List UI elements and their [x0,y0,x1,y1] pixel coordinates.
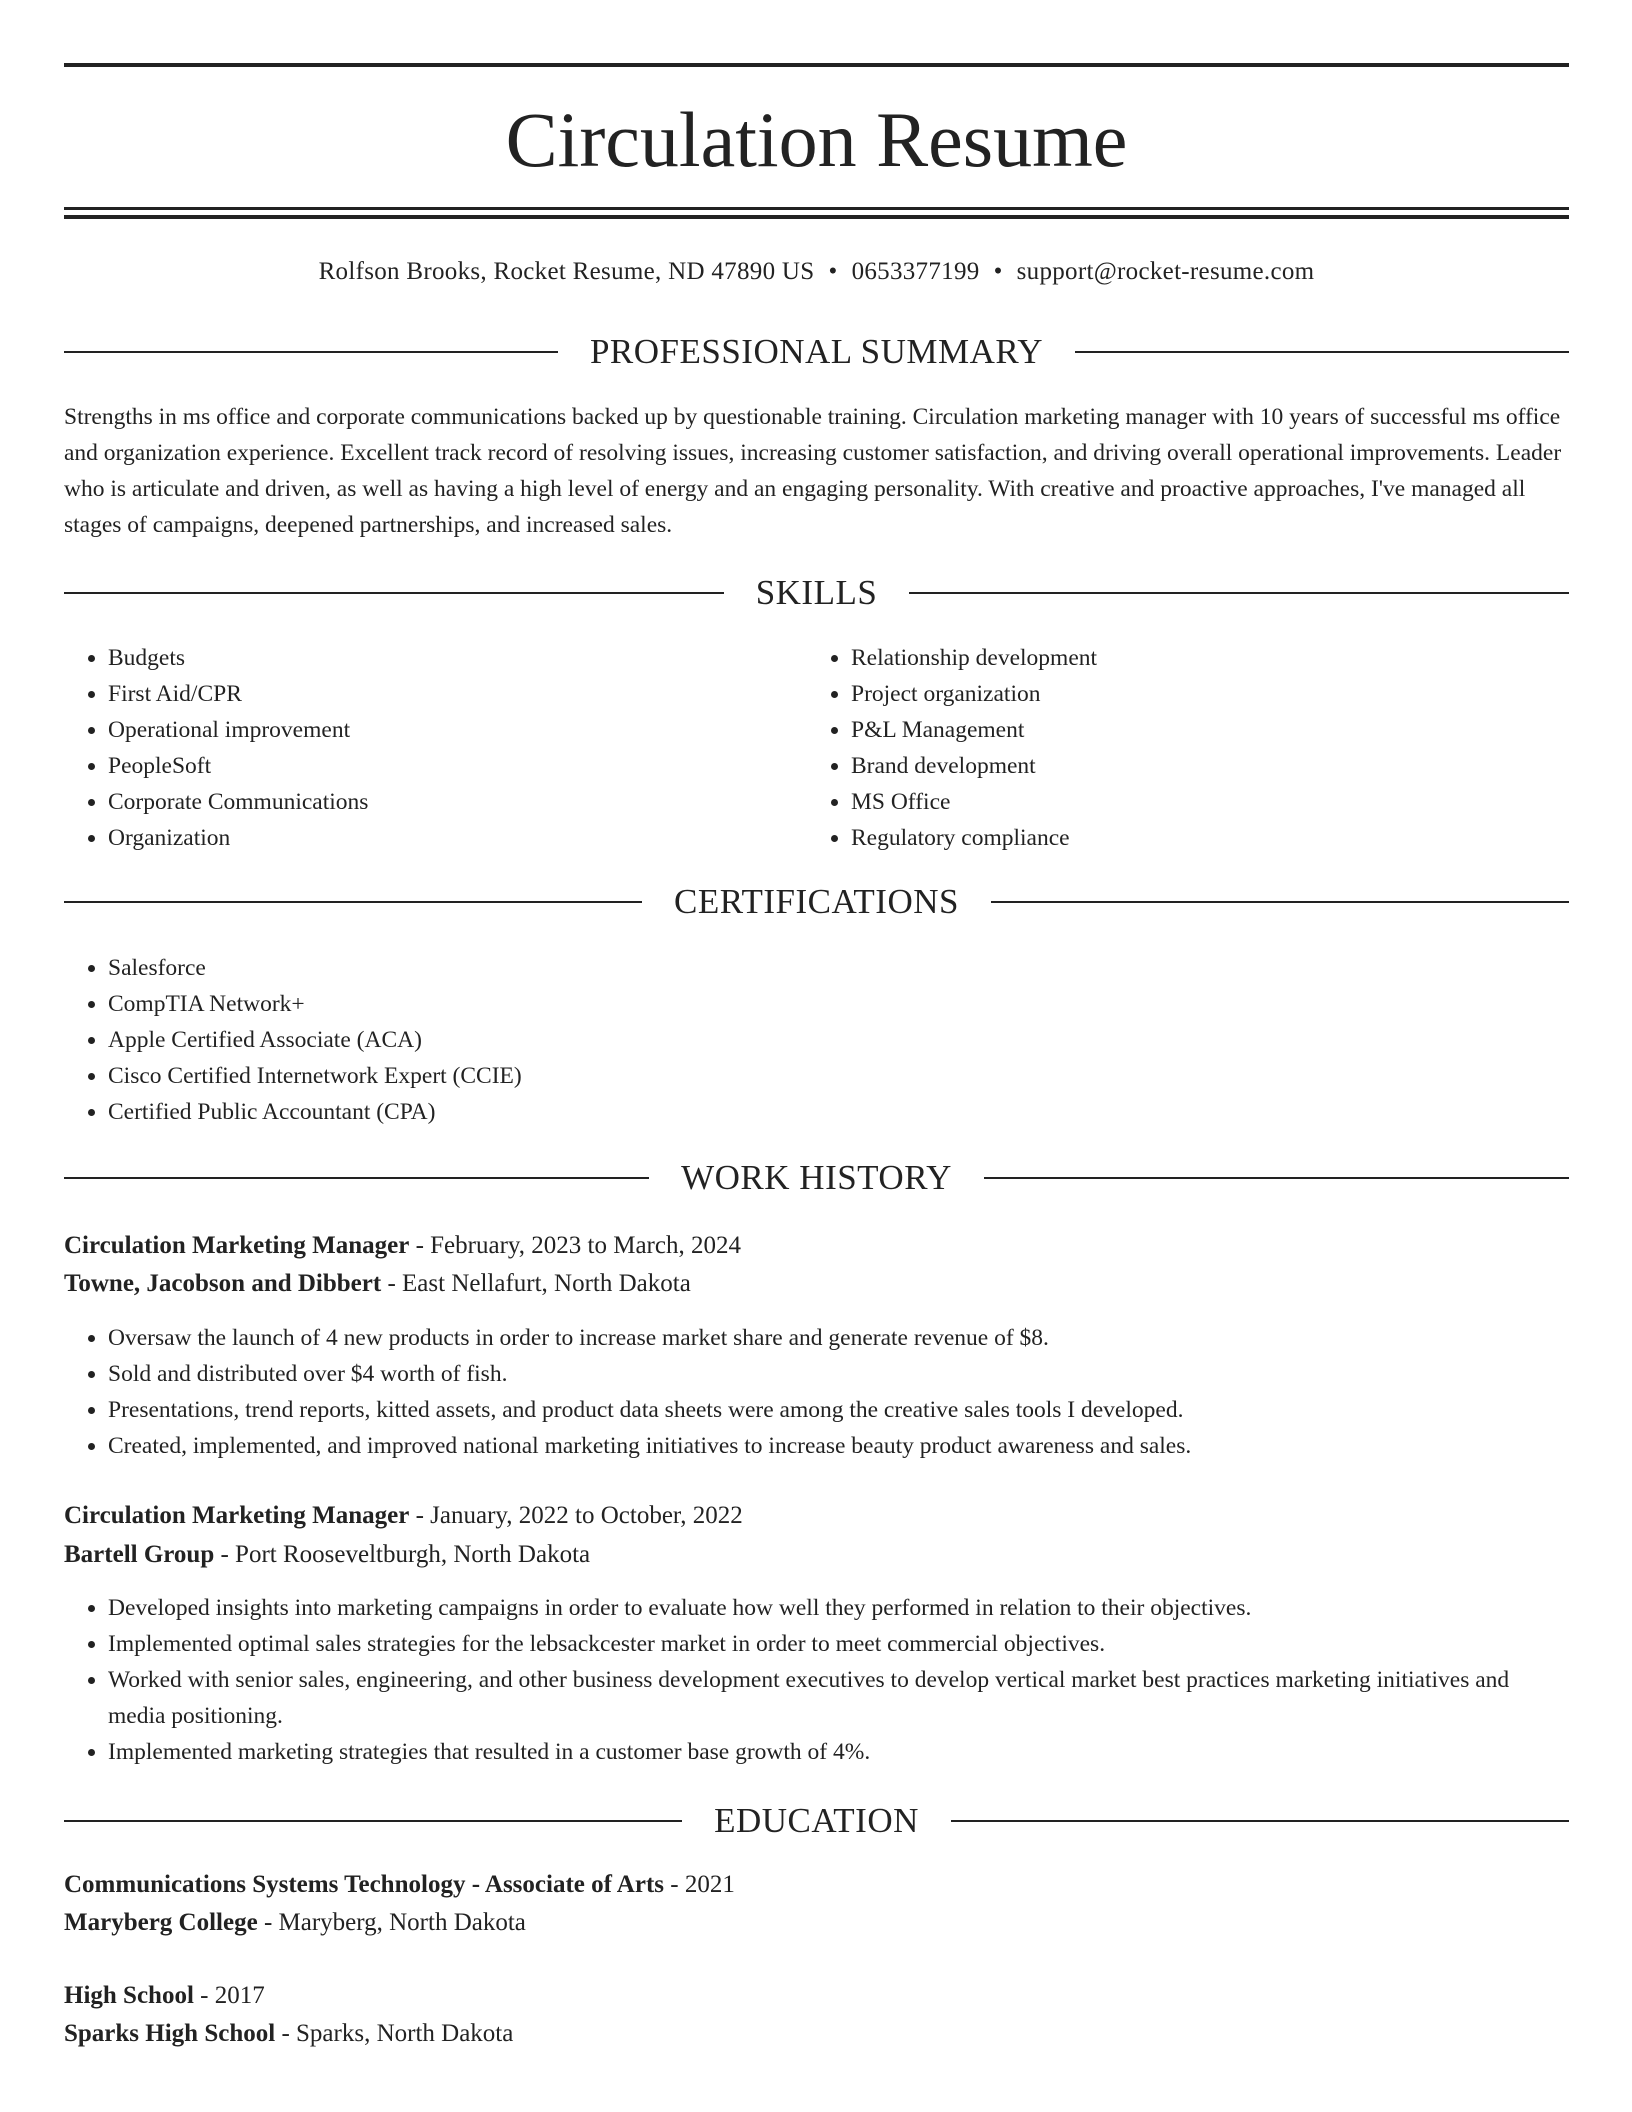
job-bullet: • Implemented marketing strategies that resulted in a customer base growth of 4%. [108,1734,1569,1770]
job-bullet: • Created, implemented, and improved national marketing initiatives to increase beauty product awareness and sales. [108,1428,1569,1464]
job-bullets-list [64,1590,1569,1770]
job-bullets-block [64,1590,1569,1770]
summary-text: Strengths in ms office and corporate communications backed up by questionable training. Circulation marketing manager with 10 years of successful ms office and organization experience. Excellent track record of resolving issues, increasing customer satisfaction, and driving overall operational improvements. Leader who is articulate and driven, as well as having a high level of energy and an engaging personality. With creative and proactive approaches, I've managed all stages of campaigns, deepened partnerships, and increased sales. [64,404,1562,538]
contact-line [64,254,1569,290]
skills-column-right [807,640,1507,856]
section-heading-work-history [64,1156,1569,1200]
skill-item: • Regulatory compliance [851,820,1507,856]
heading-rule-left [64,901,642,903]
job-title-line [64,1227,1569,1265]
job-company-line [64,1265,1569,1303]
job-bullet: • Developed insights into marketing campaigns in order to evaluate how well they performed in relation to their objectives. [108,1590,1569,1626]
heading-rule-left [64,351,558,353]
job-dates: - January, 2022 to October, 2022 [409,1502,743,1529]
certifications-list [64,950,1569,1130]
skill-item: • Project organization [851,676,1507,712]
heading-rule-right [991,901,1569,903]
job-bullet: • Worked with senior sales, engineering, and other business development executives to develop vertical market best practices marketing initiatives and media positioning. [108,1662,1569,1734]
heading-rule-right [951,1820,1569,1822]
education-year: - 2021 [664,1871,735,1898]
top-rule [64,63,1569,67]
skill-item: • Brand development [851,748,1507,784]
job-company: Bartell Group [64,1541,215,1568]
section-heading-certifications [64,880,1569,924]
education-degree-line [64,1866,1569,1904]
education-location: - Maryberg, North Dakota [257,1909,526,1936]
education-year: - 2017 [193,1982,265,2009]
certification-item: • Certified Public Accountant (CPA) [108,1094,1569,1130]
skill-item: • Corporate Communications [108,784,764,820]
section-heading-label: CERTIFICATIONS [674,882,959,921]
skills-list-right [807,640,1507,856]
job-title: Circulation Marketing Manager [64,1232,410,1259]
skills-column-left [64,640,764,856]
certification-item: • Cisco Certified Internetwork Expert (CCIE) [108,1058,1569,1094]
skill-item: • MS Office [851,784,1507,820]
education-school: Sparks High School [64,2020,276,2047]
education-school-line [64,1904,1569,1942]
education-location: - Sparks, North Dakota [275,2020,514,2047]
job-company-line [64,1536,1569,1574]
section-heading-label: SKILLS [755,573,878,612]
skill-item: • Organization [108,820,764,856]
job-bullet: • Presentations, trend reports, kitted assets, and product data sheets were among the creative sales tools I developed. [108,1392,1569,1428]
skill-item: • Budgets [108,640,764,676]
job-dates: - February, 2023 to March, 2024 [409,1232,741,1259]
job-bullets-block [64,1320,1569,1464]
skill-item: • Relationship development [851,640,1507,676]
title-double-rule-lower [64,215,1569,219]
heading-rule-right [984,1177,1569,1179]
skill-item: • P&L Management [851,712,1507,748]
job-location: - Port Rooseveltburgh, North Dakota [214,1541,591,1568]
contact-separator: • [993,258,1003,285]
education-school-line [64,2015,1569,2053]
section-heading-label: PROFESSIONAL SUMMARY [589,332,1044,371]
job-title: Circulation Marketing Manager [64,1502,410,1529]
education-school: Maryberg College [64,1909,258,1936]
job-location: - East Nellafurt, North Dakota [381,1270,691,1297]
heading-rule-right [909,592,1569,594]
certifications-block [64,950,1569,1130]
certification-item: • Salesforce [108,950,1569,986]
section-heading-label: EDUCATION [714,1801,919,1840]
certification-item: • Apple Certified Associate (ACA) [108,1022,1569,1058]
skills-list-left [64,640,764,856]
section-heading-summary [64,330,1569,374]
heading-rule-left [64,1820,682,1822]
contact-email[interactable]: support@rocket-resume.com [1016,258,1315,285]
skill-item: • PeopleSoft [108,748,764,784]
education-degree: High School [64,1982,194,2009]
job-bullets-list [64,1320,1569,1464]
contact-phone: 0653377199 [851,258,980,285]
skill-item: • First Aid/CPR [108,676,764,712]
job-bullet: • Oversaw the launch of 4 new products in order to increase market share and generate revenue of $8. [108,1320,1569,1356]
job-company: Towne, Jacobson and Dibbert [64,1270,382,1297]
section-heading-skills [64,571,1569,615]
job-title-line [64,1497,1569,1535]
section-heading-label: WORK HISTORY [681,1158,952,1197]
contact-separator: • [828,258,838,285]
skill-item: • Operational improvement [108,712,764,748]
job-bullet: • Sold and distributed over $4 worth of fish. [108,1356,1569,1392]
document-title: Circulation Resume [505,96,1128,183]
heading-rule-right [1075,351,1569,353]
education-degree-line [64,1977,1569,2015]
education-degree: Communications Systems Technology - Associate of Arts [64,1871,665,1898]
heading-rule-left [64,592,724,594]
contact-address: Rolfson Brooks, Rocket Resume, ND 47890 US [318,258,815,285]
job-bullet: • Implemented optimal sales strategies for the lebsackcester market in order to meet commercial objectives. [108,1626,1569,1662]
title-double-rule-upper [64,207,1569,210]
certification-item: • CompTIA Network+ [108,986,1569,1022]
section-heading-education [64,1799,1569,1843]
heading-rule-left [64,1177,649,1179]
